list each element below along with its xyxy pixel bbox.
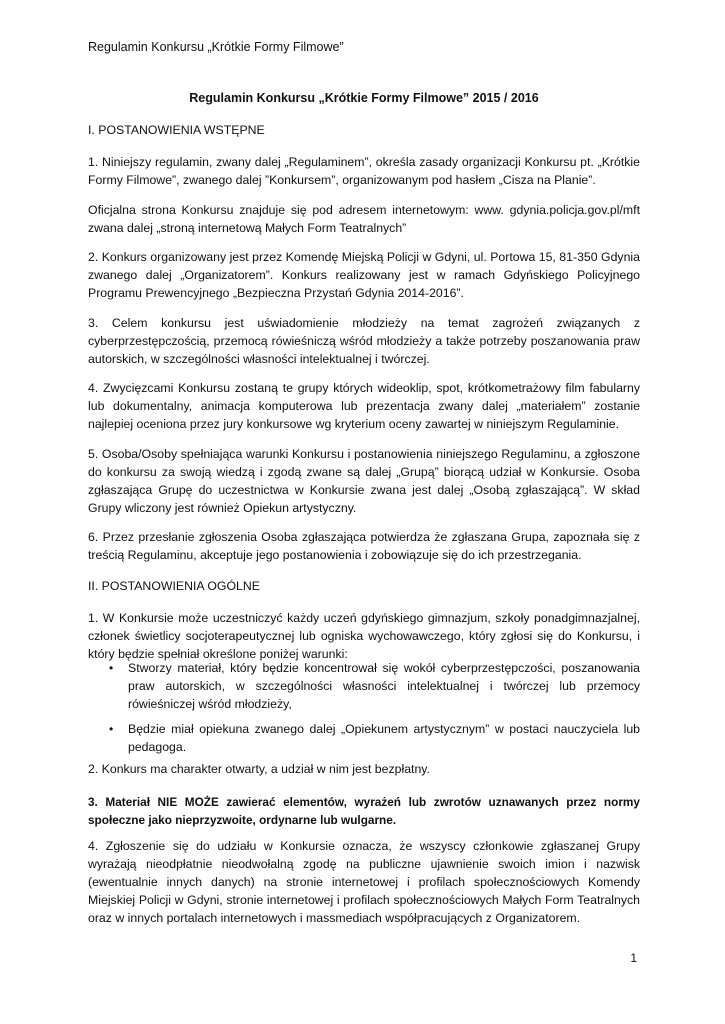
- paragraph-1-2: 2. Konkurs organizowany jest przez Komendę Miejską Policji w Gdyni, ul. Portowa 15, 81-350 Gdynia zwanego dalej „Organizatorem”. Konkurs realizowany jest w ramach Gdyńskiego Policyjnego Programu Prewencyjnego „Bezpieczna Przystań Gdynia 2014-2016”.: [88, 250, 640, 300]
- paragraph-1-3: 3. Celem konkursu jest uświadomienie młodzieży na temat zagrożeń związanych z cyberprzestępczością, przemocą rówieśniczą wśród młodzieży a także potrzeby poszanowania praw autorskich, w szczególności własności intelektualnej i twórczej.: [88, 316, 640, 366]
- list-item-text: Będzie miał opiekuna zwanego dalej „Opiekunem artystycznym” w postaci nauczyciela lub pedagoga.: [128, 722, 640, 754]
- section-heading-2: II. POSTANOWIENIA OGÓLNE: [88, 579, 260, 593]
- paragraph-2-4: 4. Zgłoszenie się do udziału w Konkursie oznacza, że wszyscy członkowie zgłaszanej Grupy wyrażają nieodpłatnie nieodwołalną zgodę na publiczne ujawnienie swoich imion i nazwisk (ewentualnie innych danych) na stronie internetowej i profilach społecznościowych Komendy Miejskiej Policji w Gdyni, stronie internetowej i profilach społecznościowych Małych Form Teatralnych oraz w innych portalach internetowych i massmediach współpracujących z Organizatorem.: [88, 839, 640, 925]
- bullet-icon: •: [109, 661, 114, 675]
- paragraph-1-4: 4. Zwycięzcami Konkursu zostaną te grupy których wideoklip, spot, krótkometrażowy film fabularny lub dokumentalny, animacja komputerowa lub prezentacja zwany dalej „materiałem” zostanie najlepiej oceniona przez jury konkursowe wg kryterium oceny zawartej w niniejszym Regulaminie.: [88, 381, 640, 431]
- running-header: Regulamin Konkursu „Krótkie Formy Filmowe”: [88, 40, 344, 54]
- paragraph-website: Oficjalna strona Konkursu znajduje się pod adresem internetowym: www. gdynia.policja.gov.pl/mft zwana dalej „stroną internetową Małych Form Teatralnych”: [88, 203, 640, 235]
- paragraph-1-1: 1. Niniejszy regulamin, zwany dalej „Regulaminem”, określa zasady organizacji Konkursu pt. „Krótkie Formy Filmowe”, zwanego dalej ”Konkursem”, organizowanym pod hasłem „Cisza na Planie”.: [88, 155, 640, 187]
- list-item: [88, 659, 640, 713]
- paragraph-2-1: 1. W Konkursie może uczestniczyć każdy uczeń gdyńskiego gimnazjum, szkoły ponadgimnazjalnej, członek świetlicy socjoterapeutycznej lub ogniska wychowawczego, który zgłosi się do Konkursu, i który będzie spełniał określone poniżej warunki:: [88, 611, 640, 661]
- list-item-text: Stworzy materiał, który będzie koncentrował się wokół cyberprzestępczości, poszanowania praw autorskich, w szczególności własności intelektualnej i twórczej lub przemocy rówieśniczej wśród młodzieży,: [128, 661, 640, 711]
- paragraph-2-3-bold: 3. Materiał NIE MOŻE zawierać elementów, wyrażeń lub zwrotów uznawanych przez normy społeczne jako nieprzyzwoite, ordynarne lub wulgarne.: [88, 795, 640, 827]
- paragraph-2-2: 2. Konkurs ma charakter otwarty, a udział w nim jest bezpłatny.: [88, 762, 430, 776]
- bullet-icon: •: [109, 722, 114, 736]
- paragraph-1-5: 5. Osoba/Osoby spełniająca warunki Konkursu i postanowienia niniejszego Regulaminu, a zgłoszone do konkursu za swoją wiedzą i zgodą zwane są dalej „Grupą” biorącą udział w Konkursie. Osoba zgłaszająca Grupę do uczestnictwa w Konkursie zwana jest dalej „Osobą zgłaszającą”. W skład Grupy wliczony jest również Opiekun artystyczny.: [88, 447, 640, 515]
- list-item: [88, 720, 640, 756]
- document-title: Regulamin Konkursu „Krótkie Formy Filmowe” 2015 / 2016: [189, 91, 539, 105]
- conditions-list: [88, 659, 640, 756]
- paragraph-1-6: 6. Przez przesłanie zgłoszenia Osoba zgłaszająca potwierdza że zgłaszana Grupa, zapoznała się z treścią Regulaminu, akceptuje jego postanowienia i zobowiązuje się do ich przestrzegania.: [88, 530, 640, 562]
- section-heading-1: I. POSTANOWIENIA WSTĘPNE: [88, 123, 265, 137]
- page-number: 1: [630, 951, 637, 965]
